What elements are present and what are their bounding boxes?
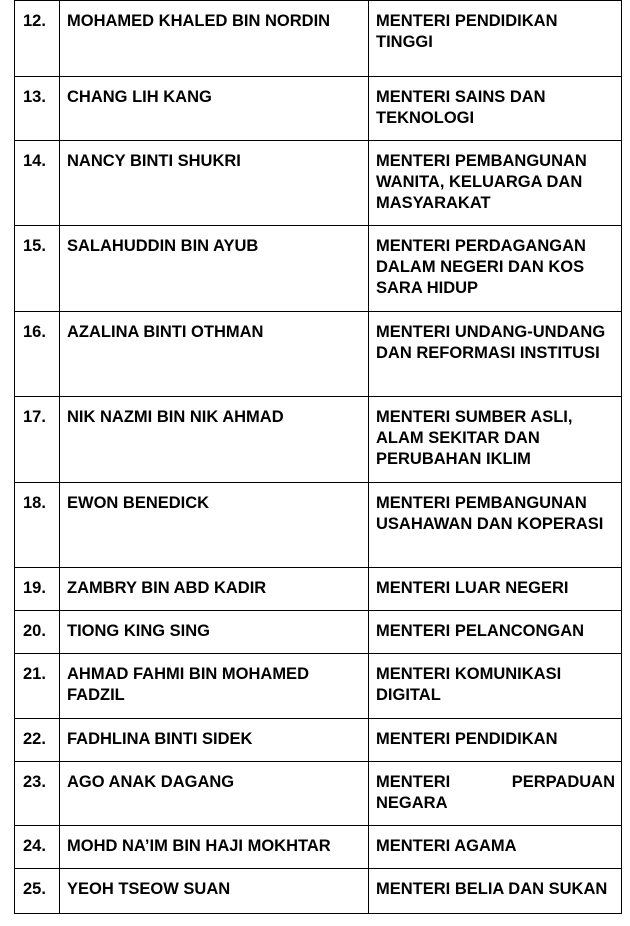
minister-name: AHMAD FAHMI BIN MOHAMED FADZIL	[60, 654, 369, 719]
minister-name: ZAMBRY BIN ABD KADIR	[60, 568, 369, 611]
table-row	[15, 226, 622, 312]
row-number: 18.	[15, 483, 60, 568]
minister-name: FADHLINA BINTI SIDEK	[60, 719, 369, 762]
minister-name: EWON BENEDICK	[60, 483, 369, 568]
ministry-title: MENTERI PENDIDIKAN TINGGI	[369, 1, 622, 77]
ministry-title: MENTERI PERPADUAN NEGARA	[369, 762, 622, 826]
ministry-title: MENTERI PERDAGANGAN DALAM NEGERI DAN KOS SARA HIDUP	[369, 226, 622, 312]
row-number: 21.	[15, 654, 60, 719]
minister-name: MOHAMED KHALED BIN NORDIN	[60, 1, 369, 77]
row-number: 25.	[15, 869, 60, 914]
ministry-title: MENTERI UNDANG-UNDANG DAN REFORMASI INSTITUSI	[369, 312, 622, 397]
table-row	[15, 869, 622, 914]
row-number: 12.	[15, 1, 60, 77]
minister-name: SALAHUDDIN BIN AYUB	[60, 226, 369, 312]
row-number: 14.	[15, 141, 60, 226]
row-number: 23.	[15, 762, 60, 826]
row-number: 17.	[15, 397, 60, 483]
minister-name: CHANG LIH KANG	[60, 77, 369, 141]
ministry-title: MENTERI PENDIDIKAN	[369, 719, 622, 762]
row-number: 24.	[15, 826, 60, 869]
minister-name: NANCY BINTI SHUKRI	[60, 141, 369, 226]
ministry-title: MENTERI LUAR NEGERI	[369, 568, 622, 611]
ministry-title: MENTERI SUMBER ASLI, ALAM SEKITAR DAN PERUBAHAN IKLIM	[369, 397, 622, 483]
table-row	[15, 826, 622, 869]
table-row	[15, 568, 622, 611]
table-row	[15, 141, 622, 226]
ministry-title: MENTERI PEMBANGUNAN WANITA, KELUARGA DAN MASYARAKAT	[369, 141, 622, 226]
ministry-title: MENTERI PEMBANGUNAN USAHAWAN DAN KOPERASI	[369, 483, 622, 568]
table-row	[15, 611, 622, 654]
table-row	[15, 719, 622, 762]
table-row	[15, 483, 622, 568]
ministers-table	[14, 0, 622, 914]
minister-name: MOHD NA’IM BIN HAJI MOKHTAR	[60, 826, 369, 869]
minister-name: AZALINA BINTI OTHMAN	[60, 312, 369, 397]
row-number: 22.	[15, 719, 60, 762]
row-number: 13.	[15, 77, 60, 141]
ministry-title: MENTERI BELIA DAN SUKAN	[369, 869, 622, 914]
ministry-title: MENTERI SAINS DAN TEKNOLOGI	[369, 77, 622, 141]
table-row	[15, 312, 622, 397]
table-row	[15, 654, 622, 719]
table-row	[15, 77, 622, 141]
table-row	[15, 1, 622, 77]
row-number: 20.	[15, 611, 60, 654]
minister-name: NIK NAZMI BIN NIK AHMAD	[60, 397, 369, 483]
minister-name: YEOH TSEOW SUAN	[60, 869, 369, 914]
table-row	[15, 397, 622, 483]
ministry-title: MENTERI AGAMA	[369, 826, 622, 869]
table-row	[15, 762, 622, 826]
minister-name: TIONG KING SING	[60, 611, 369, 654]
row-number: 16.	[15, 312, 60, 397]
ministry-title: MENTERI PELANCONGAN	[369, 611, 622, 654]
row-number: 19.	[15, 568, 60, 611]
row-number: 15.	[15, 226, 60, 312]
minister-name: AGO ANAK DAGANG	[60, 762, 369, 826]
ministry-title: MENTERI KOMUNIKASI DIGITAL	[369, 654, 622, 719]
